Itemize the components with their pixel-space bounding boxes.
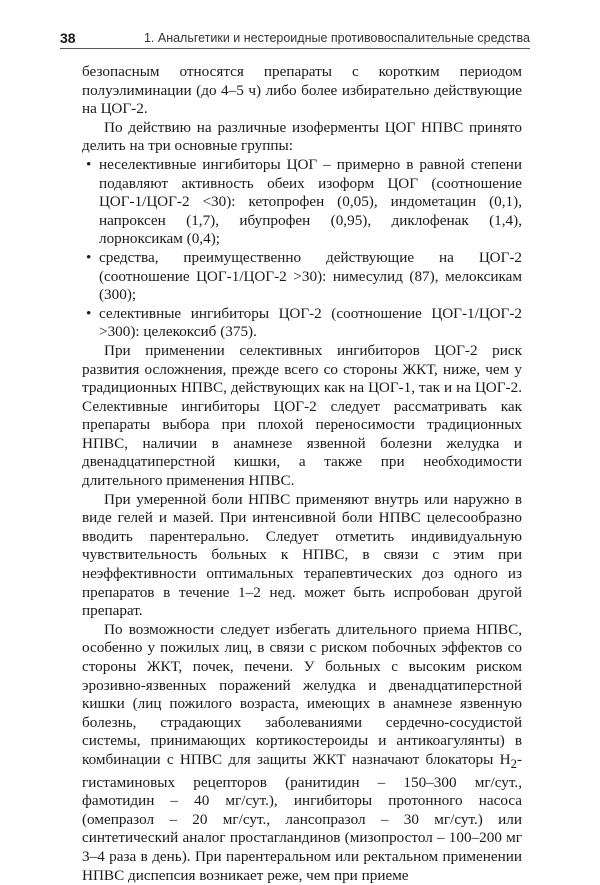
cox-groups-list [82,156,522,342]
page-number: 38 [60,30,76,46]
paragraph-selective-inhibitors: При применении селективных ингибиторов ЦОГ-2 риск развития осложнения, прежде всего со стороны ЖКТ, ниже, чем у традиционных НПВС, действующих как на ЦОГ-1, так и на ЦОГ-2. Селективные ингибиторы ЦОГ-2 следует рассматривать как препараты выбора при плохой переносимости традиционных НПВС, наличии в анамнезе язвенной болезни желудка и двенадцатиперстной кишки, а также при необходимости длительного применения НПВС. [82,341,522,490]
subscript: 2 [510,757,517,771]
list-item: • селективные ингибиторы ЦОГ-2 (соотношение ЦОГ-1/ЦОГ-2 >300): целекоксиб (375). [82,305,522,342]
paragraph-continuation: безопасным относятся препараты с коротким периодом полуэлиминации (до 4–5 ч) либо более избирательно действующие на ЦОГ-2. [82,63,522,118]
list-item: • неселективные ингибиторы ЦОГ – примерно в равной степени подавляют активность обеих изоформ ЦОГ (соотношение ЦОГ-1/ЦОГ-2 <30): кетопрофен (0,05), индометацин (0,1), напроксен (1,7), ибупрофен (0,95), диклофенак (1,4), лорноксикам (0,4); [82,156,522,249]
list-item: • средства, преимущественно действующие на ЦОГ-2 (соотношение ЦОГ-1/ЦОГ-2 >30): нимесулид (87), мелоксикам (300); [82,249,522,305]
paragraph-text: По возможности следует избегать длительного приема НПВС, особенно у пожилых лиц, в связи с риском побочных эффектов со стороны ЖКТ, почек, печени. У больных с высоким риском эрозивно-язвенных поражений желудка и двенадцатиперстной кишки (лиц пожилого возраста, имеющих в анамнезе язвенную болезнь, страдающих заболеваниями сердечно-сосудистой системы, принимающих кортикостероиды и антикоагулянты) в комбинации с НПВС для защиты ЖКТ назначают блокаторы H [82,620,522,768]
page-header [60,28,530,49]
running-title: 1. Анальгетики и нестероидные противовоспалительные средства [143,31,530,45]
paragraph-moderate-pain: При умеренной боли НПВС применяют внутрь или наружно в виде гелей и мазей. При интенсивной боли НПВС целесообразно вводить парентерально. Следует отметить индивидуальную чувствительность больных к НПВС, в связи с этим при неэффективности оптимальных терапевтических доз одного из препаратов в течение 1–2 нед. может быть испробован другой препарат. [82,490,522,620]
body-text [82,63,522,885]
paragraph-groups-intro: По действию на различные изоферменты ЦОГ НПВС принято делить на три основные группы: [82,118,522,155]
paragraph-long-term-use [82,621,522,885]
paragraph-text: -гистаминовых рецепторов (ранитидин – 150–300 мг/сут., фамотидин – 40 мг/сут.), ингибиторы протонного насоса (омепразол – 20 мг/сут., лансопразол – 30 мг/сут.) или синтетический аналог простагландинов (мизопростол – 100–200 мг 3–4 раза в день). При парентеральном или ректальном применении НПВС диспепсия возникает реже, чем при приеме [82,750,522,884]
